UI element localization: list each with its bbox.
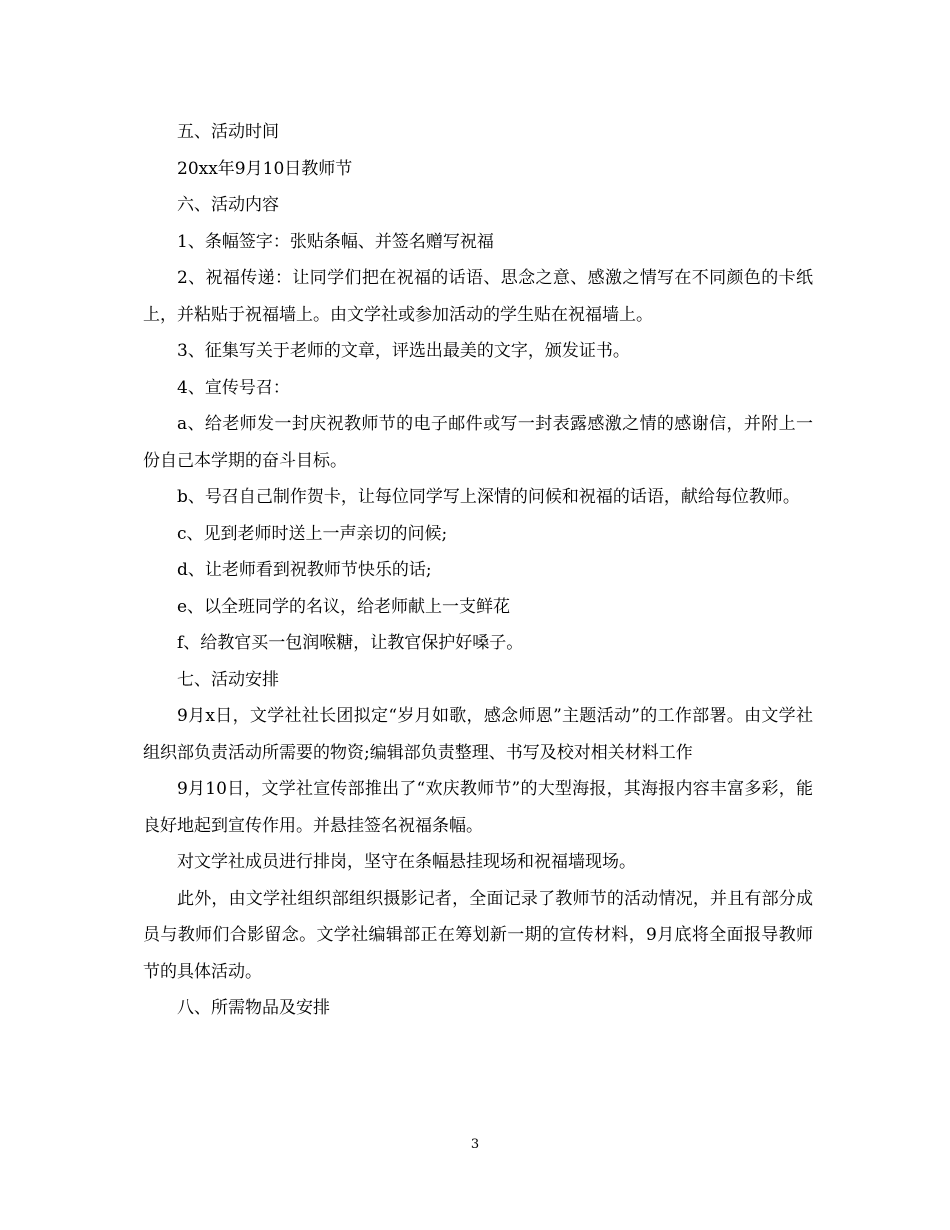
paragraph-arrangement-4: 此外，由文学社组织部组织摄影记者，全面记录了教师节的活动情况，并且有部分成员与教师们合影留念。文学社编辑部正在筹划新一期的宣传材料，9月底将全面报导教师节的具体活动。 <box>143 888 813 982</box>
heading-activity-arrangement: 七、活动安排 <box>177 669 279 690</box>
heading-activity-time: 五、活动时间 <box>177 122 279 142</box>
paragraph-item-c: c、见到老师时送上一声亲切的问候; <box>177 523 448 544</box>
paragraph-arrangement-3: 对文学社成员进行排岗，坚守在条幅悬挂现场和祝福墙现场。 <box>177 852 636 872</box>
paragraph-date: 20xx年9月10日教师节 <box>177 158 353 179</box>
heading-required-items: 八、所需物品及安排 <box>177 998 330 1018</box>
paragraph-item-e: e、以全班同学的名议，给老师献上一支鲜花 <box>177 596 511 617</box>
paragraph-arrangement-2: 9月10日，文学社宣传部推出了“欢庆教师节”的大型海报，其海报内容丰富多彩，能良好地起到宣传作用。并悬挂签名祝福条幅。 <box>143 779 813 836</box>
paragraph-item-b: b、号召自己制作贺卡，让每位同学写上深情的问候和祝福的话语，献给每位教师。 <box>177 487 800 507</box>
paragraph-item-4: 4、宣传号召： <box>177 377 290 398</box>
paragraph-arrangement-1: 9月x日，文学社社长团拟定“岁月如歌，感念师恩”主题活动”的工作部署。由文学社组织部负责活动所需要的物资;编辑部负责整理、书写及校对相关材料工作 <box>143 706 813 763</box>
paragraph-item-1: 1、条幅签字：张贴条幅、并签名赠写祝福 <box>177 231 494 252</box>
paragraph-item-3: 3、征集写关于老师的文章，评选出最美的文字，颁发证书。 <box>177 341 630 361</box>
paragraph-item-f: f、给教官买一包润喉糖，让教官保护好嗓子。 <box>177 633 524 653</box>
paragraph-item-2: 2、祝福传递：让同学们把在祝福的话语、思念之意、感激之情写在不同颜色的卡纸上，并粘贴于祝福墙上。由文学社或参加活动的学生贴在祝福墙上。 <box>143 268 813 325</box>
document-body <box>143 114 813 1027</box>
paragraph-item-a: a、给老师发一封庆祝教师节的电子邮件或写一封表露感激之情的感谢信，并附上一份自己本学期的奋斗目标。 <box>143 414 813 471</box>
heading-activity-content: 六、活动内容 <box>177 195 279 215</box>
page-number: 3 <box>470 1137 480 1152</box>
paragraph-item-d: d、让老师看到祝教师节快乐的话; <box>177 560 432 580</box>
